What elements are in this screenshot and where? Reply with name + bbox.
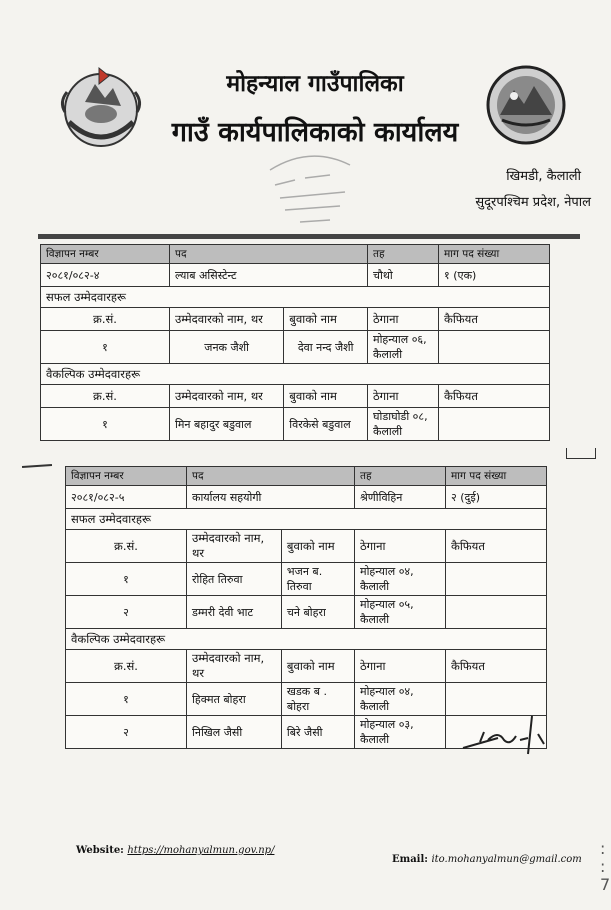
column-header-row: क्र.सं. उम्मेदवारको नाम, थर बुवाको नाम ठेगाना कैफियत <box>66 650 547 683</box>
post-header: पद <box>170 245 368 264</box>
table-row: १ जनक जैशी देवा नन्द जैशी मोहन्याल ०६, कैलाली <box>41 331 550 364</box>
signature-icon <box>458 710 558 760</box>
section-alternate: वैकल्पिक उम्मेदवारहरू <box>66 629 547 650</box>
vacancy-no-header: विज्ञापन नम्बर <box>66 467 187 486</box>
municipality-logo-icon <box>484 60 568 150</box>
result-table-1 <box>40 244 550 441</box>
municipality-name: मोहन्याल गाउँपालिका <box>226 70 404 97</box>
table-row: २ डम्मरी देवी भाट चने बोहरा मोहन्याल ०५, कैलाली <box>66 596 547 629</box>
address-line-1: खिमडी, कैलाली <box>506 169 581 184</box>
table-row: १ रोहित तिरुवा भजन ब. तिरुवा मोहन्याल ०४, कैलाली <box>66 563 547 596</box>
website-link[interactable]: https://mohanyalmun.gov.np/ <box>127 845 275 856</box>
email-link[interactable]: ito.mohanyalmun@gmail.com <box>431 854 582 865</box>
vacancy-no: २०८१/०८२-५ <box>66 486 187 509</box>
result-table-2 <box>65 466 547 749</box>
post: कार्यालय सहयोगी <box>187 486 355 509</box>
demand-count: २ (दुई) <box>446 486 547 509</box>
office-stamp-icon <box>250 140 370 235</box>
vacancy-no: २०८१/०८२-४ <box>41 264 170 287</box>
vacancy-header-row <box>66 467 547 486</box>
table-row: २ निखिल जैसी बिरे जैसी मोहन्याल ०३, कैलाली <box>66 716 547 749</box>
level: श्रेणीविहिन <box>355 486 446 509</box>
vacancy-row <box>41 264 550 287</box>
demand-count-header: माग पद संख्या <box>446 467 547 486</box>
vacancy-header-row <box>41 245 550 264</box>
address-line-2: सुदूरपश्चिम प्रदेश, नेपाल <box>475 195 591 210</box>
vacancy-no-header: विज्ञापन नम्बर <box>41 245 170 264</box>
demand-count-header: माग पद संख्या <box>439 245 550 264</box>
section-successful: सफल उम्मेदवारहरू <box>41 287 550 308</box>
column-header-row: क्र.सं. उम्मेदवारको नाम, थर बुवाको नाम ठेगाना कैफियत <box>41 385 550 408</box>
margin-dash <box>22 464 52 468</box>
level-header: तह <box>355 467 446 486</box>
column-header-row: क्र.सं. उम्मेदवारको नाम, थर बुवाको नाम ठेगाना कैफियत <box>41 308 550 331</box>
margin-mark <box>566 448 596 459</box>
column-header-row: क्र.सं. उम्मेदवारको नाम, थर बुवाको नाम ठेगाना कैफियत <box>66 530 547 563</box>
level-header: तह <box>368 245 439 264</box>
post: ल्याब असिस्टेन्ट <box>170 264 368 287</box>
post-header: पद <box>187 467 355 486</box>
office-name: गाउँ कार्यपालिकाको कार्यालय <box>171 117 459 148</box>
nepal-government-emblem-icon <box>55 62 147 154</box>
footer-email: Email: ito.mohanyalmun@gmail.com <box>392 854 582 865</box>
footer-website: Website: https://mohanyalmun.gov.np/ <box>76 845 275 856</box>
edge-mark: : : 7 <box>600 839 611 894</box>
section-alternate: वैकल्पिक उम्मेदवारहरू <box>41 364 550 385</box>
header-divider <box>38 234 580 239</box>
section-successful: सफल उम्मेदवारहरू <box>66 509 547 530</box>
table-row: १ हिक्मत बोहरा खडक ब . बोहरा मोहन्याल ०४, कैलाली <box>66 683 547 716</box>
vacancy-row <box>66 486 547 509</box>
level: चौथो <box>368 264 439 287</box>
table-row: १ मिन बहादुर बडुवाल विरकेसे बडुवाल घोडाघोडी ०८, कैलाली <box>41 408 550 441</box>
demand-count: १ (एक) <box>439 264 550 287</box>
